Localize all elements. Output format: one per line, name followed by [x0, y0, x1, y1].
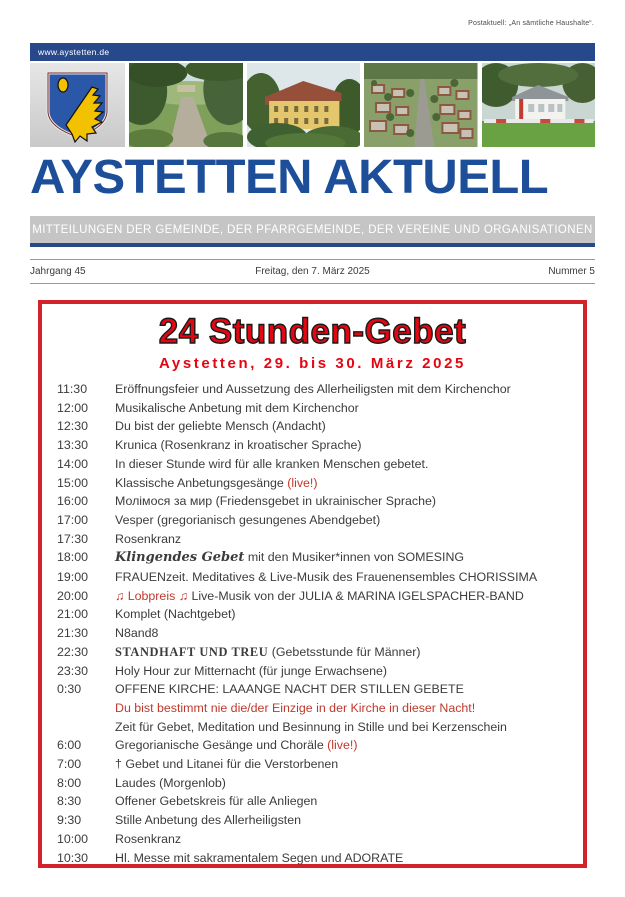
- schedule-time: 9:30: [57, 813, 82, 828]
- schedule-event: Klassische Anbetungsgesänge (live!): [115, 475, 318, 490]
- page-title: AYSTETTEN AKTUELL: [30, 151, 549, 204]
- schedule-event: Vesper (gregorianisch gesungenes Abendgebet): [115, 512, 381, 527]
- schedule-event: Du bist bestimmt nie die/der Einzige in der Kirche in dieser Nacht!: [115, 700, 476, 715]
- schedule-row: [57, 643, 573, 662]
- schedule-row: [57, 624, 573, 643]
- schedule-row: [57, 830, 573, 849]
- schedule-row: [57, 417, 573, 436]
- subtitle-bar-text: MITTEILUNGEN DER GEMEINDE, DER PFARRGEMEINDE, DER VEREINE UND ORGANISATIONEN: [32, 223, 593, 236]
- schedule-time: 8:00: [57, 775, 82, 790]
- schedule-row: [57, 492, 573, 511]
- schedule-event: Holy Hour zur Mitternacht (für junge Erwachsene): [115, 663, 388, 678]
- manor-house-photo: [247, 63, 361, 147]
- schedule-time: 16:00: [57, 494, 89, 509]
- schedule-time: 17:30: [57, 531, 89, 546]
- schedule-row: [57, 511, 573, 530]
- schedule-event: Krunica (Rosenkranz in kroatischer Sprache): [115, 438, 362, 453]
- coat-of-arms: [30, 63, 125, 147]
- schedule-row: [57, 774, 573, 793]
- subtitle-bar: [30, 216, 595, 243]
- schedule-event: Rosenkranz: [115, 831, 182, 846]
- schedule-time: 10:30: [57, 850, 89, 865]
- forest-path-photo: [129, 63, 243, 147]
- schedule-row: [57, 849, 573, 868]
- schedule-event: Offener Gebetskreis für alle Anliegen: [115, 794, 318, 809]
- schedule-row: [57, 736, 573, 755]
- schedule-time: 21:00: [57, 607, 89, 622]
- issue-date: Freitag, den 7. März 2025: [255, 266, 370, 277]
- schedule-time: 20:00: [57, 588, 89, 603]
- schedule-time: 0:30: [57, 682, 82, 697]
- schedule-event: Zeit für Gebet, Meditation und Besinnung in Stille und bei Kerzenschein: [115, 719, 507, 734]
- schedule-event: Eröffnungsfeier und Aussetzung des Allerheiligsten mit dem Kirchenchor: [115, 382, 511, 396]
- schedule-row: [57, 380, 573, 399]
- schedule-event: Komplet (Nachtgebet): [115, 607, 236, 622]
- schedule-time: 10:00: [57, 831, 89, 846]
- announcement-title: 24 Stunden-Gebet: [158, 312, 467, 351]
- photo-strip: [30, 63, 595, 147]
- schedule-time: 14:00: [57, 456, 89, 471]
- schedule-event: STANDHAFT UND TREU (Gebetsstunde für Männer): [115, 644, 421, 659]
- schedule-row: [57, 718, 573, 737]
- schedule-row: [57, 811, 573, 830]
- website-link[interactable]: www.aystetten.de: [38, 47, 110, 57]
- schedule-row: [57, 548, 573, 568]
- issue-number: Nummer 5: [548, 266, 595, 277]
- sports-hall-photo: [482, 63, 596, 147]
- schedule-event: Rosenkranz: [115, 531, 182, 546]
- schedule-row: [57, 399, 573, 418]
- schedule-row: [57, 792, 573, 811]
- schedule-time: 6:00: [57, 738, 82, 753]
- schedule-event: Du bist der geliebte Mensch (Andacht): [115, 419, 326, 434]
- schedule-time: 19:00: [57, 570, 89, 585]
- schedule-time: 17:00: [57, 512, 89, 527]
- schedule-time: 22:30: [57, 644, 89, 659]
- volume-label: Jahrgang 45: [30, 266, 86, 277]
- schedule-time: 15:00: [57, 475, 89, 490]
- schedule-event: OFFENE KIRCHE: LAAANGE NACHT DER STILLEN GEBETE: [115, 682, 464, 697]
- website-bar: [30, 43, 595, 61]
- schedule-row: [57, 474, 573, 493]
- schedule-event: In dieser Stunde wird für alle kranken Menschen gebetet.: [115, 456, 429, 471]
- schedule-row: [57, 662, 573, 681]
- schedule-time: 23:30: [57, 663, 89, 678]
- schedule-event: Musikalische Anbetung mit dem Kirchenchor: [115, 400, 359, 415]
- schedule-row: [57, 530, 573, 549]
- schedule-event: † Gebet und Litanei für die Verstorbenen: [115, 757, 339, 772]
- schedule-time: 7:00: [57, 757, 82, 772]
- schedule-time: [57, 718, 115, 737]
- schedule-time: 18:00: [57, 550, 89, 565]
- schedule-time: 8:30: [57, 794, 82, 809]
- schedule-event: Klingendes Gebet mit den Musiker*innen von SOMESING: [115, 550, 465, 566]
- schedule-row: [57, 568, 573, 587]
- schedule-event: Laudes (Morgenlob): [115, 775, 226, 790]
- schedule-row: [57, 755, 573, 774]
- schedule-time: 13:30: [57, 438, 89, 453]
- schedule-event: Stille Anbetung des Allerheiligsten: [115, 813, 301, 828]
- schedule-row: [57, 699, 573, 718]
- schedule-list: [57, 380, 573, 867]
- schedule-time: 11:30: [57, 382, 88, 396]
- schedule-time: 21:30: [57, 626, 89, 641]
- schedule-row: [57, 605, 573, 624]
- schedule-row: [57, 680, 573, 699]
- schedule-event: Hl. Messe mit sakramentalem Segen und ADORATE: [115, 850, 404, 865]
- schedule-row: [57, 455, 573, 474]
- schedule-row: [57, 436, 573, 455]
- announcement-box: [38, 300, 587, 868]
- announcement-subtitle: Aystetten, 29. bis 30. März 2025: [159, 355, 466, 372]
- schedule-event: N8and8: [115, 626, 159, 641]
- postal-note: Postaktuell: „An sämtliche Haushalte“.: [468, 20, 594, 27]
- schedule-time: 12:30: [57, 419, 89, 434]
- schedule-row: [57, 587, 573, 606]
- dateline: [30, 259, 595, 284]
- schedule-time: [57, 699, 115, 718]
- schedule-event: Молімося за мир (Friedensgebet in ukrainischer Sprache): [115, 494, 436, 509]
- schedule-event: FRAUENzeit. Meditatives & Live-Musik des Frauenensembles CHORISSIMA: [115, 570, 538, 585]
- schedule-time: 12:00: [57, 400, 89, 415]
- aerial-village-photo: [364, 63, 478, 147]
- schedule-event: ♫ Lobpreis ♫ Live-Musik von der JULIA & MARINA IGELSPACHER-BAND: [115, 588, 524, 603]
- navy-rule: [30, 243, 595, 247]
- schedule-event: Gregorianische Gesänge und Choräle (live!): [115, 738, 358, 753]
